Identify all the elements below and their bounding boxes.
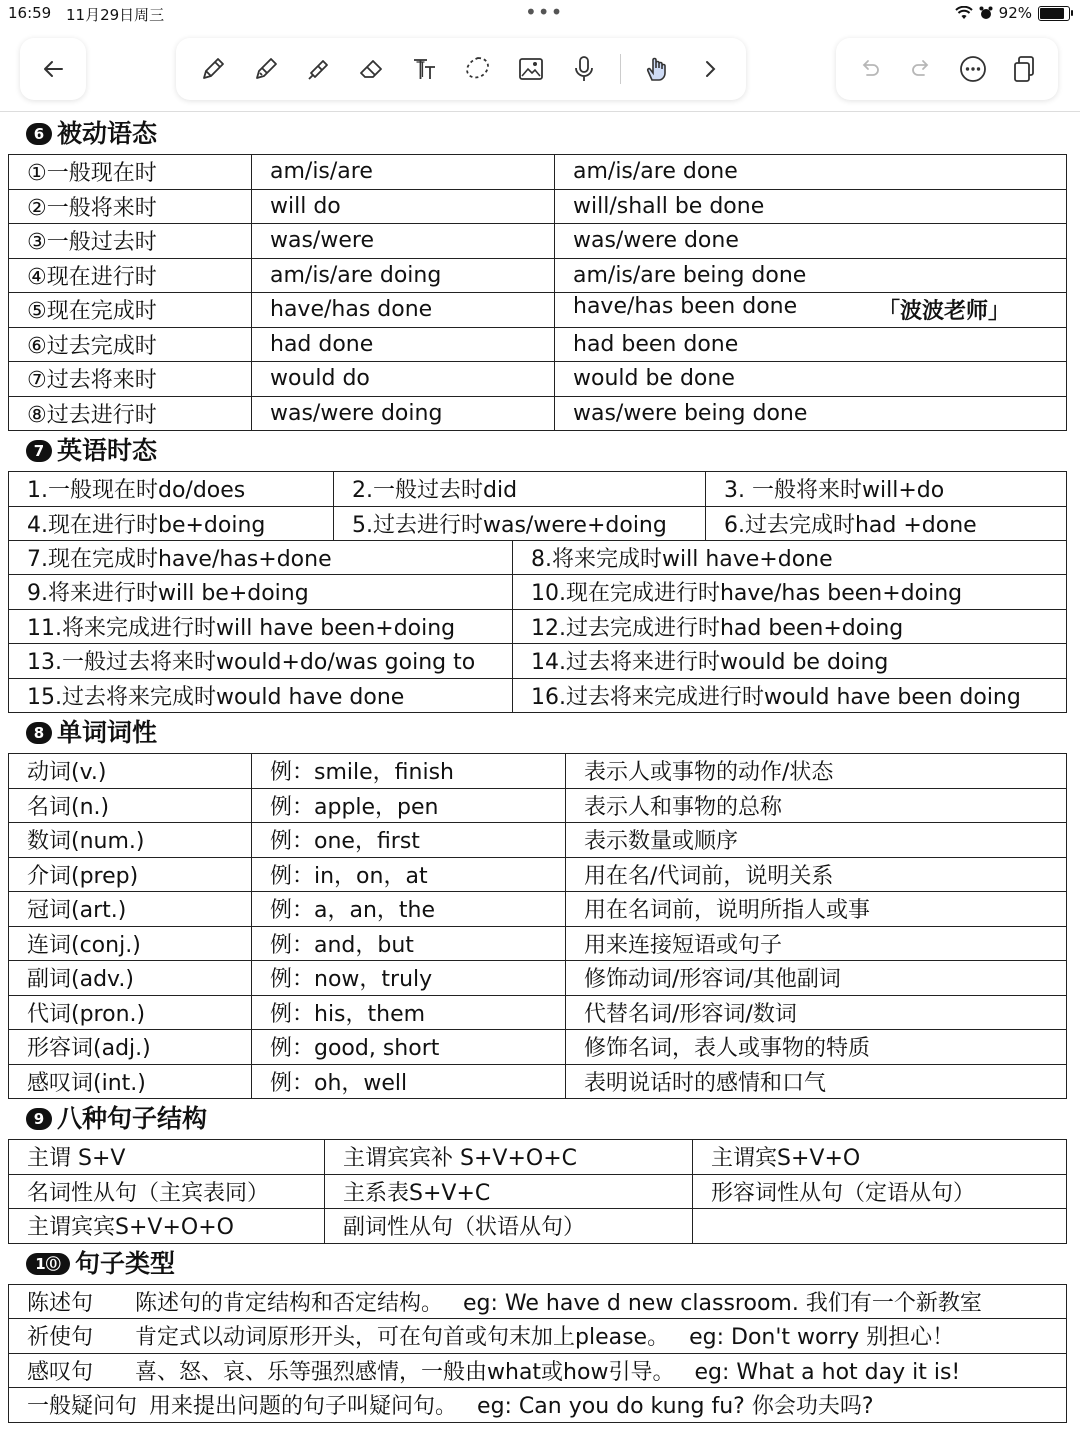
table-row [9,1209,1067,1244]
meaning-cell: 代替名词/形容词/数词 [566,995,1067,1030]
passive-form-cell: have/has been done 「波波老师」 [555,293,1067,328]
battery-icon [1038,6,1070,21]
table-row [9,1353,1067,1388]
table-row [9,1174,1067,1209]
back-button[interactable] [20,38,86,100]
pencil-icon[interactable] [196,52,230,86]
section-number: 8 [26,722,52,744]
passive-voice-table [8,154,1067,431]
microphone-icon[interactable] [567,52,601,86]
tense-cell: 3. 一般将来时will+do [706,472,1067,507]
part-of-speech-cell: 名词(n.) [9,788,252,823]
structure-cell: 名词性从句（主宾表同） [9,1174,325,1209]
structure-cell: 主谓宾S+V+O [693,1140,1067,1175]
multitask-dots-icon[interactable]: ••• [525,0,564,24]
part-of-speech-cell: 感叹词(int.) [9,1064,252,1099]
tense-name-cell: ④现在进行时 [9,258,252,293]
alarm-icon [979,6,993,20]
passive-form-cell: had been done [555,327,1067,362]
structure-cell: 形容词性从句（定语从句） [693,1174,1067,1209]
tense-name-cell: ③一般过去时 [9,224,252,259]
structure-cell [693,1209,1067,1244]
table-row [9,644,1067,679]
table-row [9,1064,1067,1099]
tense-name-cell: ②一般将来时 [9,189,252,224]
sentence-type-cell [9,1319,1067,1354]
sentence-type-label: 陈述句 [27,1290,94,1316]
example-cell: 例：apple，pen [252,788,566,823]
undo-icon[interactable] [853,52,887,86]
sentence-type-example: eg: Can you do kung fu? 你会功夫吗? [477,1394,874,1420]
touch-hand-icon[interactable] [640,52,674,86]
example-cell: 例：a，an，the [252,892,566,927]
passive-form-cell: was/were done [555,224,1067,259]
part-of-speech-cell: 数词(num.) [9,823,252,858]
sentence-type-desc: 陈述句的肯定结构和否定结构。 [135,1290,444,1316]
sentence-type-label: 祈使句 [27,1325,94,1351]
sentence-type-example: eg: Don't worry 别担心！ [689,1325,955,1351]
eraser-icon[interactable] [355,52,389,86]
meaning-cell: 表示人或事物的动作/状态 [566,754,1067,789]
text-tool-icon[interactable] [408,52,442,86]
part-of-speech-cell: 冠词(art.) [9,892,252,927]
table-row [9,1388,1067,1423]
table-row [9,1030,1067,1065]
active-form-cell: am/is/are doing [252,258,555,293]
table-row [9,327,1067,362]
table-row [9,892,1067,927]
sentence-type-cell [9,1388,1067,1423]
table-row [9,155,1067,190]
tense-cell: 5.过去进行时was/were+doing [334,506,706,541]
example-cell: 例：and，but [252,926,566,961]
table-row [9,961,1067,996]
tense-cell: 2.一般过去时did [334,472,706,507]
sentence-type-desc: 喜、怒、哀、乐等强烈感情，一般由what或how引导。 [135,1359,675,1385]
tenses-table-3col [8,471,1067,541]
part-of-speech-cell: 代词(pron.) [9,995,252,1030]
table-row [9,1140,1067,1175]
chevron-right-icon[interactable] [693,52,727,86]
section-title-tenses: 7 英语时态 [8,431,1067,471]
table-row [9,258,1067,293]
table-row [9,540,1067,575]
tense-cell: 9.将来进行时will be+doing [9,575,513,610]
part-of-speech-cell: 形容词(adj.) [9,1030,252,1065]
structure-cell: 主谓宾宾补 S+V+O+C [325,1140,693,1175]
part-of-speech-cell: 介词(prep) [9,857,252,892]
passive-form-cell: would be done [555,362,1067,397]
battery-percent: 92% [998,4,1032,22]
active-form-cell: will do [252,189,555,224]
section-title-sentence-types: 1⓪ 句子类型 [8,1244,1067,1284]
example-cell: 例：in，on，at [252,857,566,892]
active-form-cell: am/is/are [252,155,555,190]
author-tag: 「波波老师」 [877,299,1010,325]
tenses-table-2col [8,540,1067,714]
example-cell: 例：oh，well [252,1064,566,1099]
structure-cell: 主系表S+V+C [325,1174,693,1209]
passive-form-cell: was/were being done [555,396,1067,431]
tense-name-cell: ⑦过去将来时 [9,362,252,397]
example-cell: 例：his，them [252,995,566,1030]
tools-toolbar [176,38,746,100]
status-bar [0,0,1080,28]
table-row [9,1284,1067,1319]
tense-cell: 13.一般过去将来时would+do/was going to [9,644,513,679]
structure-cell: 主谓 S+V [9,1140,325,1175]
document-actions-toolbar [836,38,1058,100]
sentence-types-table [8,1284,1067,1423]
example-cell: 例：now，truly [252,961,566,996]
part-of-speech-cell: 连词(conj.) [9,926,252,961]
active-form-cell: was/were doing [252,396,555,431]
active-form-cell: have/has done [252,293,555,328]
table-row [9,189,1067,224]
table-row [9,788,1067,823]
tense-name-cell: ⑤现在完成时 [9,293,252,328]
structure-cell: 主谓宾宾S+V+O+O [9,1209,325,1244]
table-row [9,362,1067,397]
passive-form-cell: will/shall be done [555,189,1067,224]
table-row [9,224,1067,259]
passive-form-cell: am/is/are being done [555,258,1067,293]
section-title-parts-of-speech: 8 单词词性 [8,713,1067,753]
sentence-type-cell [9,1284,1067,1319]
tense-cell: 10.现在完成进行时have/has been+doing [513,575,1067,610]
sentence-type-example: eg: What a hot day it is! [694,1359,961,1385]
tense-cell: 6.过去完成时had +done [706,506,1067,541]
tense-name-cell: ①一般现在时 [9,155,252,190]
image-icon[interactable] [514,52,548,86]
table-row [9,1319,1067,1354]
meaning-cell: 用在名词前，说明所指人或事 [566,892,1067,927]
note-page[interactable] [8,114,1067,1423]
meaning-cell: 表示数量或顺序 [566,823,1067,858]
tense-cell: 7.现在完成时have/has+done [9,540,513,575]
status-time: 16:59 [8,4,52,22]
tense-cell: 4.现在进行时be+doing [9,506,334,541]
section-title-passive: 6 被动语态 [8,114,1067,154]
sentence-type-desc: 用来提出问题的句子叫疑问句。 [149,1394,458,1420]
example-cell: 例：one，first [252,823,566,858]
meaning-cell: 用在名/代词前，说明关系 [566,857,1067,892]
sentence-type-cell [9,1353,1067,1388]
meaning-cell: 修饰动词/形容词/其他副词 [566,961,1067,996]
tense-cell: 11.将来完成进行时will have been+doing [9,609,513,644]
tense-cell: 16.过去将来完成进行时would have been doing [513,678,1067,713]
table-row [9,506,1067,541]
section-number: 7 [26,440,52,462]
meaning-cell: 表示人和事物的总称 [566,788,1067,823]
section-number: 9 [26,1108,52,1130]
meaning-cell: 修饰名词，表人或事物的特质 [566,1030,1067,1065]
redo-icon[interactable] [904,52,938,86]
back-arrow-icon [36,52,70,86]
table-row [9,609,1067,644]
table-row [9,396,1067,431]
sentence-type-desc: 肯定式以动词原形开头，可在句首或句末加上please。 [135,1325,670,1351]
passive-form-cell: am/is/are done [555,155,1067,190]
part-of-speech-cell: 动词(v.) [9,754,252,789]
meaning-cell: 表明说话时的感情和口气 [566,1064,1067,1099]
wifi-icon [955,6,973,20]
example-cell: 例：smile，finish [252,754,566,789]
sentence-type-label: 感叹句 [27,1359,94,1385]
tense-cell: 14.过去将来进行时would be doing [513,644,1067,679]
sentence-type-label: 一般疑问句 [27,1394,138,1420]
lasso-icon[interactable] [461,52,495,86]
section-title-sentence-structures: 9 八种句子结构 [8,1099,1067,1139]
structure-cell: 副词性从句（状语从句） [325,1209,693,1244]
active-form-cell: was/were [252,224,555,259]
active-form-cell: had done [252,327,555,362]
highlighter-icon[interactable] [302,52,336,86]
table-row [9,293,1067,328]
table-row [9,926,1067,961]
table-row [9,995,1067,1030]
tense-name-cell: ⑧过去进行时 [9,396,252,431]
tense-name-cell: ⑥过去完成时 [9,327,252,362]
tense-cell: 15.过去将来完成时would have done [9,678,513,713]
tense-cell: 8.将来完成时will have+done [513,540,1067,575]
table-row [9,575,1067,610]
table-row [9,754,1067,789]
table-row [9,678,1067,713]
more-icon[interactable] [956,52,990,86]
table-row [9,472,1067,507]
part-of-speech-cell: 副词(adv.) [9,961,252,996]
tense-cell: 1.一般现在时do/does [9,472,334,507]
pen-icon[interactable] [249,52,283,86]
section-number: 1⓪ [26,1253,70,1275]
meaning-cell: 用来连接短语或句子 [566,926,1067,961]
pages-icon[interactable] [1007,52,1041,86]
parts-of-speech-table [8,753,1067,1099]
status-date: 11月29日周三 [66,6,165,24]
section-number: 6 [26,123,52,145]
sentence-structure-table [8,1139,1067,1244]
tense-cell: 12.过去完成进行时had been+doing [513,609,1067,644]
example-cell: 例：good, short [252,1030,566,1065]
table-row [9,857,1067,892]
sentence-type-example: eg: We have d new classroom. 我们有一个新教室 [463,1290,982,1316]
table-row [9,823,1067,858]
active-form-cell: would do [252,362,555,397]
